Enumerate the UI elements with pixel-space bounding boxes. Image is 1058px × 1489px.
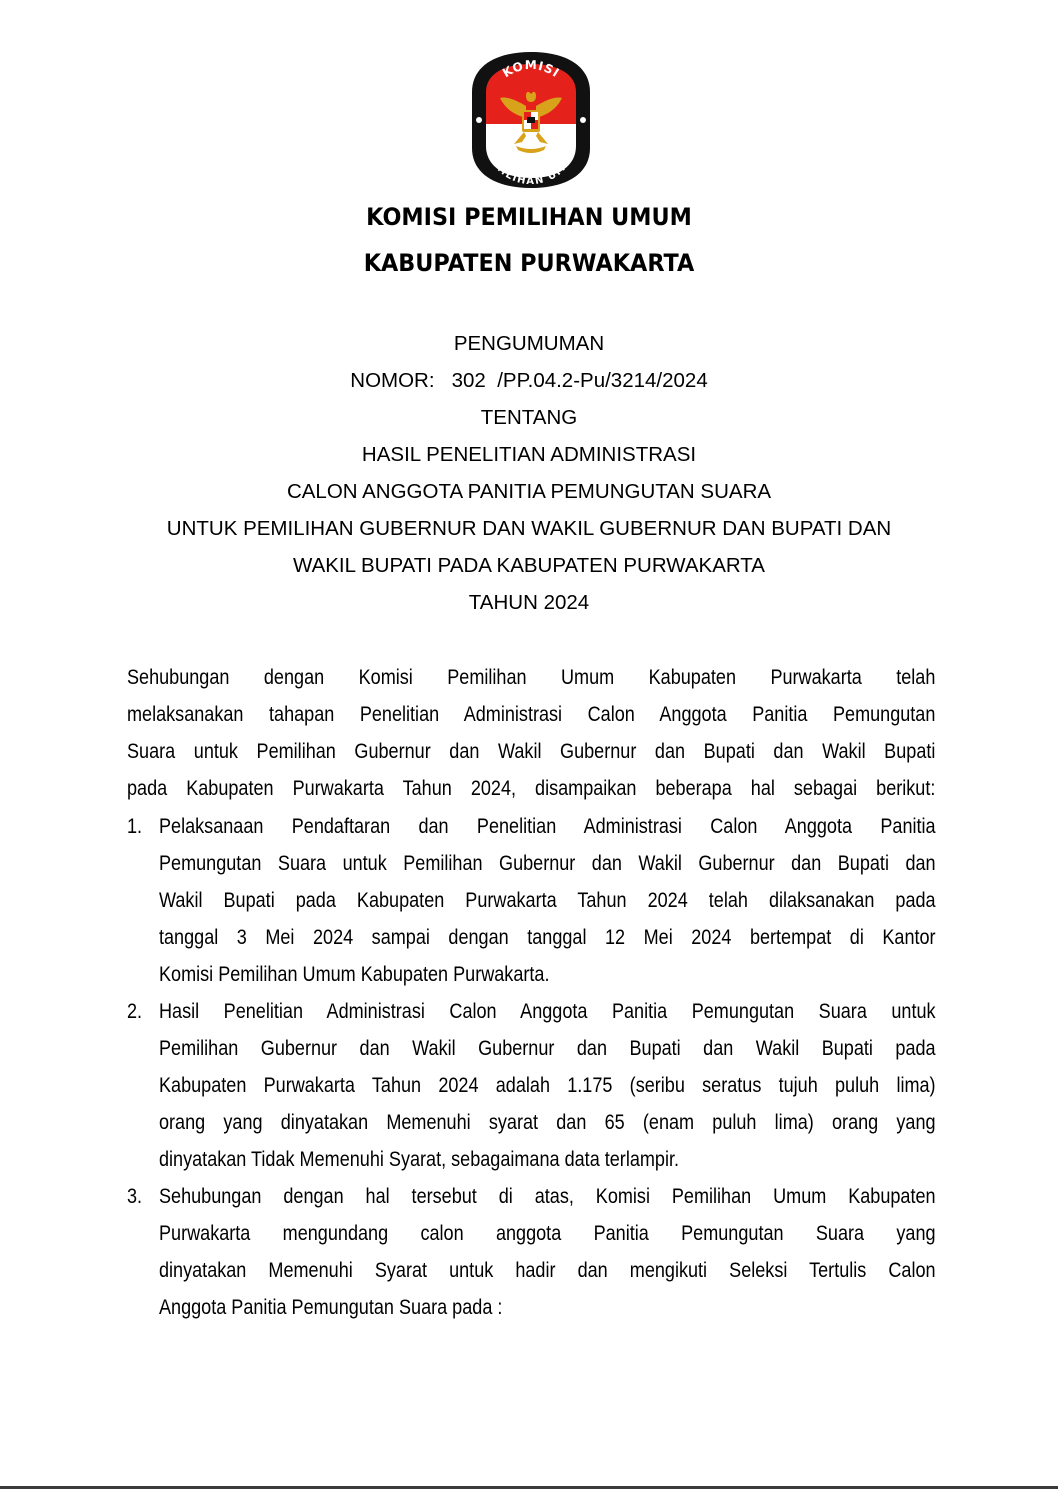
list-item-line: Purwakarta mengundang calon anggota Panitia Pemungutan Suara yang xyxy=(159,1222,936,1245)
list-item-line: Hasil Penelitian Administrasi Calon Anggota Panitia Pemungutan Suara untuk xyxy=(159,1000,936,1023)
list-item-line: dinyatakan Tidak Memenuhi Syarat, sebagaimana data terlampir. xyxy=(159,1148,680,1171)
list-item-number: 3. xyxy=(127,1185,143,1208)
paragraph-line: Sehubungan dengan Komisi Pemilihan Umum Kabupaten Purwakarta telah xyxy=(127,666,936,689)
list-item-line: Kabupaten Purwakarta Tahun 2024 adalah 1.175 (seribu seratus tujuh puluh lima) xyxy=(159,1074,936,1097)
announcement-number: NOMOR: 302 /PP.04.2-Pu/3214/2024 xyxy=(350,369,708,392)
list-item-line: dinyatakan Memenuhi Syarat untuk hadir dan mengikuti Seleksi Tertulis Calon xyxy=(159,1259,936,1282)
header-org-name: KOMISI PEMILIHAN UMUM xyxy=(366,203,692,231)
announcement-year: TAHUN 2024 xyxy=(468,591,590,614)
list-item-number: 1. xyxy=(127,815,143,838)
paragraph-line: pada Kabupaten Purwakarta Tahun 2024, disampaikan beberapa hal sebagai berikut: xyxy=(127,777,936,800)
logo-bottom-text: PEMILIHAN UMUM xyxy=(483,145,580,188)
list-item-line: Wakil Bupati pada Kabupaten Purwakarta Tahun 2024 telah dilaksanakan pada xyxy=(159,889,936,912)
list-item-line: Pelaksanaan Pendaftaran dan Penelitian Administrasi Calon Anggota Panitia xyxy=(159,815,936,838)
list-item-line: Pemungutan Suara untuk Pemilihan Gubernur dan Wakil Gubernur dan Bupati dan xyxy=(159,852,936,875)
list-item-line: Sehubungan dengan hal tersebut di atas, Komisi Pemilihan Umum Kabupaten xyxy=(159,1185,936,1208)
header-org-region: KABUPATEN PURWAKARTA xyxy=(363,249,695,277)
paragraph-line: Suara untuk Pemilihan Gubernur dan Wakil Gubernur dan Bupati dan Wakil Bupati xyxy=(127,740,936,763)
list-item-line: Pemilihan Gubernur dan Wakil Gubernur dan Bupati dan Wakil Bupati pada xyxy=(159,1037,936,1060)
announcement-subject-line: UNTUK PEMILIHAN GUBERNUR DAN WAKIL GUBERNUR DAN BUPATI DAN xyxy=(166,517,892,540)
announcement-subject-line: CALON ANGGOTA PANITIA PEMUNGUTAN SUARA xyxy=(286,480,772,503)
announcement-subject-line: HASIL PENELITIAN ADMINISTRASI xyxy=(361,443,697,466)
paragraph-line: melaksanakan tahapan Penelitian Administrasi Calon Anggota Panitia Pemungutan xyxy=(127,703,936,726)
list-item-number: 2. xyxy=(127,1000,143,1023)
logo-top-text: KOMISI xyxy=(500,57,563,81)
announcement-about: TENTANG xyxy=(480,406,578,429)
announcement-subject-line: WAKIL BUPATI PADA KABUPATEN PURWAKARTA xyxy=(293,554,765,577)
list-item-line: orang yang dinyatakan Memenuhi syarat dan 65 (enam puluh lima) orang yang xyxy=(159,1111,936,1134)
list-item-line: tanggal 3 Mei 2024 sampai dengan tanggal 12 Mei 2024 bertempat di Kantor xyxy=(159,926,936,949)
list-item-line: Anggota Panitia Pemungutan Suara pada : xyxy=(159,1296,503,1319)
list-item-line: Komisi Pemilihan Umum Kabupaten Purwakarta. xyxy=(159,963,550,986)
announcement-title: PENGUMUMAN xyxy=(453,332,605,355)
kpu-logo xyxy=(470,50,592,190)
